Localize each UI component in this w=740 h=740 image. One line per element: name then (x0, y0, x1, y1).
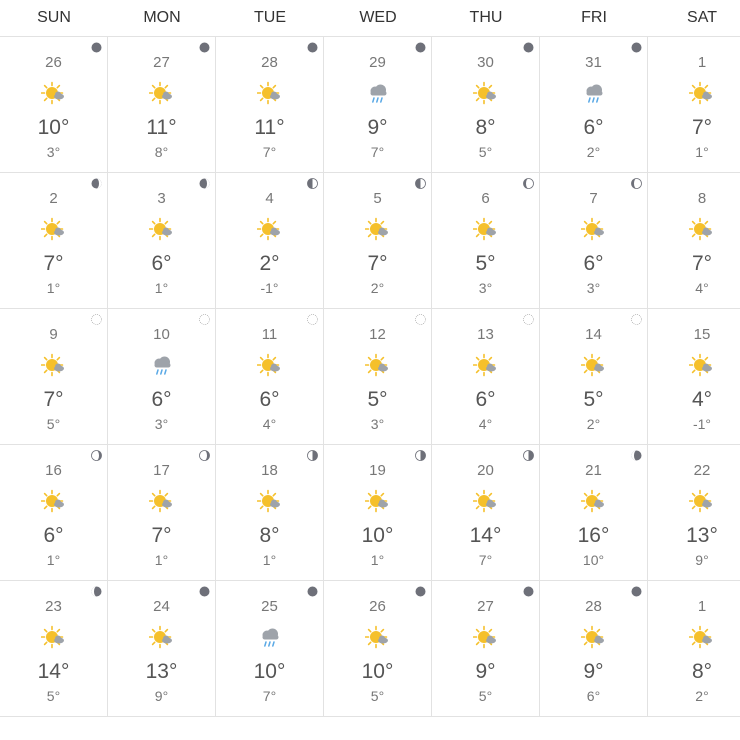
weekday-label: TUE (254, 9, 286, 26)
weather-icon (581, 625, 607, 651)
high-temperature: 8° (259, 524, 280, 547)
moon-phase-icon (631, 450, 642, 461)
weather-icon (581, 353, 607, 379)
moon-phase-icon (91, 450, 102, 461)
weather-icon (41, 353, 67, 379)
day-cell[interactable] (108, 173, 216, 308)
weather-icon (41, 489, 67, 515)
high-temperature: 6° (151, 252, 172, 275)
calendar-week-row (0, 581, 740, 717)
moon-phase-icon (91, 586, 102, 597)
day-cell[interactable] (540, 37, 648, 172)
day-number: 21 (585, 462, 602, 479)
high-temperature: 7° (43, 388, 64, 411)
low-temperature: 4° (262, 416, 277, 432)
high-temperature: 6° (43, 524, 64, 547)
high-temperature: 13° (145, 660, 178, 683)
day-number: 10 (153, 326, 170, 343)
day-number: 5 (373, 190, 382, 207)
day-cell[interactable] (540, 445, 648, 580)
high-temperature: 10° (37, 116, 70, 139)
high-temperature: 7° (691, 116, 713, 139)
day-number: 17 (153, 462, 170, 479)
weather-icon (257, 353, 283, 379)
day-number: 15 (693, 326, 711, 343)
low-temperature: 10° (582, 552, 605, 568)
low-temperature: 4° (478, 416, 493, 432)
weather-icon (257, 489, 283, 515)
moon-phase-icon (199, 314, 210, 325)
low-temperature: 7° (370, 144, 385, 160)
day-number: 28 (585, 598, 602, 615)
low-temperature: 1° (370, 552, 385, 568)
calendar-week-row (0, 37, 740, 173)
weather-icon (149, 81, 175, 107)
moon-phase-icon (415, 586, 426, 597)
day-number: 26 (45, 54, 62, 71)
weather-icon (365, 81, 391, 107)
weather-icon (365, 217, 391, 243)
low-temperature: 3° (46, 144, 61, 160)
high-temperature: 6° (151, 388, 172, 411)
day-cell[interactable] (432, 309, 540, 444)
day-number: 14 (585, 326, 602, 343)
day-cell[interactable] (108, 37, 216, 172)
low-temperature: 9° (695, 552, 709, 568)
day-cell[interactable] (0, 445, 108, 580)
moon-phase-icon (91, 314, 102, 325)
day-number: 3 (157, 190, 166, 207)
low-temperature: 3° (154, 416, 169, 432)
day-number: 7 (589, 190, 598, 207)
high-temperature: 14° (37, 660, 70, 683)
moon-phase-icon (199, 42, 210, 53)
low-temperature: 3° (370, 416, 385, 432)
high-temperature: 13° (686, 524, 718, 547)
day-number: 2 (49, 190, 58, 207)
high-temperature: 10° (361, 524, 394, 547)
weather-icon (149, 353, 175, 379)
weather-icon (41, 625, 67, 651)
high-temperature: 5° (475, 252, 496, 275)
day-number: 9 (49, 326, 58, 343)
moon-phase-icon (523, 178, 534, 189)
weather-icon (365, 489, 391, 515)
weather-icon (473, 217, 499, 243)
day-cell[interactable] (648, 173, 740, 308)
day-cell[interactable] (216, 309, 324, 444)
weather-icon (581, 217, 607, 243)
day-cell[interactable] (432, 37, 540, 172)
day-number: 28 (261, 54, 278, 71)
low-temperature: 1° (46, 280, 61, 296)
weather-icon (473, 81, 499, 107)
moon-phase-icon (415, 178, 426, 189)
high-temperature: 9° (583, 660, 604, 683)
day-number: 18 (261, 462, 278, 479)
low-temperature: 5° (370, 688, 385, 704)
high-temperature: 6° (583, 116, 604, 139)
day-cell[interactable] (324, 581, 432, 716)
weather-icon (581, 489, 607, 515)
calendar-week-row (0, 173, 740, 309)
day-cell[interactable] (216, 173, 324, 308)
high-temperature: 9° (367, 116, 388, 139)
low-temperature: 1° (262, 552, 277, 568)
low-temperature: 2° (586, 144, 601, 160)
day-cell[interactable] (324, 309, 432, 444)
low-temperature: 7° (262, 144, 277, 160)
moon-phase-icon (199, 178, 210, 189)
low-temperature: 7° (262, 688, 277, 704)
high-temperature: 10° (361, 660, 394, 683)
low-temperature: 1° (46, 552, 61, 568)
weather-icon (365, 625, 391, 651)
day-number: 20 (477, 462, 494, 479)
day-number: 11 (261, 326, 278, 343)
low-temperature: 7° (478, 552, 493, 568)
high-temperature: 7° (151, 524, 172, 547)
weather-icon (149, 217, 175, 243)
high-temperature: 6° (583, 252, 604, 275)
moon-phase-icon (307, 314, 318, 325)
weather-icon (257, 81, 283, 107)
weekday-label: THU (469, 9, 503, 26)
moon-phase-icon (415, 450, 426, 461)
weather-icon (257, 217, 283, 243)
day-number: 13 (477, 326, 494, 343)
day-cell[interactable] (324, 445, 432, 580)
high-temperature: 8° (691, 660, 713, 683)
moon-phase-icon (631, 42, 642, 53)
low-temperature: 6° (586, 688, 601, 704)
day-cell[interactable] (216, 37, 324, 172)
day-number: 6 (481, 190, 490, 207)
weekday-label: WED (359, 9, 397, 26)
day-number: 1 (697, 598, 707, 615)
day-number: 22 (693, 462, 711, 479)
low-temperature: 1° (695, 144, 709, 160)
moon-phase-icon (415, 42, 426, 53)
high-temperature: 16° (577, 524, 610, 547)
high-temperature: 14° (469, 524, 502, 547)
weather-icon (149, 489, 175, 515)
weather-icon (473, 353, 499, 379)
moon-phase-icon (307, 42, 318, 53)
day-cell[interactable] (648, 309, 740, 444)
high-temperature: 11° (254, 116, 285, 139)
day-number: 4 (265, 190, 274, 207)
day-number: 26 (369, 598, 386, 615)
weather-icon (257, 625, 283, 651)
moon-phase-icon (199, 586, 210, 597)
day-number: 27 (477, 598, 494, 615)
weather-icon (473, 489, 499, 515)
weather-icon (581, 81, 607, 107)
day-number: 27 (153, 54, 170, 71)
weather-icon (365, 353, 391, 379)
calendar-grid (0, 37, 740, 717)
day-cell[interactable] (108, 309, 216, 444)
day-number: 8 (697, 190, 707, 207)
weekday-header (0, 0, 740, 37)
high-temperature: 5° (367, 388, 388, 411)
day-number: 24 (153, 598, 170, 615)
calendar-week-row (0, 309, 740, 445)
day-number: 31 (585, 54, 602, 71)
high-temperature: 10° (253, 660, 286, 683)
day-cell[interactable] (324, 173, 432, 308)
moon-phase-icon (307, 178, 318, 189)
day-number: 1 (697, 54, 707, 71)
day-cell[interactable] (432, 445, 540, 580)
day-cell[interactable] (540, 173, 648, 308)
moon-phase-icon (631, 586, 642, 597)
high-temperature: 6° (475, 388, 496, 411)
moon-phase-icon (631, 314, 642, 325)
weather-icon (689, 489, 715, 515)
low-temperature: 1° (154, 552, 169, 568)
day-cell[interactable] (540, 309, 648, 444)
day-cell[interactable] (0, 173, 108, 308)
low-temperature: 3° (586, 280, 601, 296)
low-temperature: 3° (478, 280, 493, 296)
day-cell[interactable] (108, 445, 216, 580)
high-temperature: 7° (43, 252, 64, 275)
low-temperature: -1° (260, 280, 279, 296)
moon-phase-icon (91, 42, 102, 53)
high-temperature: 6° (259, 388, 280, 411)
day-cell[interactable] (216, 581, 324, 716)
high-temperature: 7° (367, 252, 388, 275)
weekday-label: MON (143, 9, 181, 26)
moon-phase-icon (523, 314, 534, 325)
moon-phase-icon (523, 586, 534, 597)
day-number: 16 (45, 462, 62, 479)
day-cell[interactable] (648, 37, 740, 172)
high-temperature: 8° (475, 116, 496, 139)
high-temperature: 4° (691, 388, 713, 411)
low-temperature: 5° (478, 688, 493, 704)
low-temperature: 5° (46, 688, 61, 704)
low-temperature: 5° (46, 416, 61, 432)
day-number: 23 (45, 598, 62, 615)
day-number: 25 (261, 598, 278, 615)
moon-phase-icon (631, 178, 642, 189)
weekday-label: SUN (37, 9, 71, 26)
day-number: 29 (369, 54, 386, 71)
high-temperature: 7° (691, 252, 713, 275)
high-temperature: 2° (259, 252, 280, 275)
low-temperature: -1° (692, 416, 712, 432)
high-temperature: 9° (475, 660, 496, 683)
low-temperature: 8° (154, 144, 169, 160)
day-number: 19 (369, 462, 386, 479)
day-cell[interactable] (432, 581, 540, 716)
weekday-label: FRI (581, 9, 607, 26)
day-number: 30 (477, 54, 494, 71)
low-temperature: 2° (370, 280, 385, 296)
weather-icon (689, 625, 715, 651)
day-cell[interactable] (324, 37, 432, 172)
day-cell[interactable] (216, 445, 324, 580)
weather-icon (689, 217, 715, 243)
day-cell[interactable] (648, 445, 740, 580)
moon-phase-icon (307, 450, 318, 461)
weekday-label: SAT (687, 9, 717, 26)
day-number: 12 (369, 326, 386, 343)
moon-phase-icon (91, 178, 102, 189)
low-temperature: 2° (695, 688, 709, 704)
weather-icon (689, 353, 715, 379)
weather-icon (473, 625, 499, 651)
low-temperature: 2° (586, 416, 601, 432)
day-cell[interactable] (540, 581, 648, 716)
low-temperature: 5° (478, 144, 493, 160)
moon-phase-icon (523, 450, 534, 461)
day-cell[interactable] (648, 581, 740, 716)
day-cell[interactable] (0, 309, 108, 444)
low-temperature: 4° (695, 280, 709, 296)
day-cell[interactable] (0, 581, 108, 716)
moon-phase-icon (415, 314, 426, 325)
moon-phase-icon (307, 586, 318, 597)
moon-phase-icon (523, 42, 534, 53)
moon-phase-icon (199, 450, 210, 461)
calendar-week-row (0, 445, 740, 581)
low-temperature: 1° (154, 280, 169, 296)
high-temperature: 5° (583, 388, 604, 411)
weather-icon (41, 81, 67, 107)
weather-icon (149, 625, 175, 651)
day-cell[interactable] (108, 581, 216, 716)
weather-icon (41, 217, 67, 243)
high-temperature: 11° (146, 116, 177, 139)
weather-icon (689, 81, 715, 107)
day-cell[interactable] (432, 173, 540, 308)
day-cell[interactable] (0, 37, 108, 172)
low-temperature: 9° (154, 688, 169, 704)
